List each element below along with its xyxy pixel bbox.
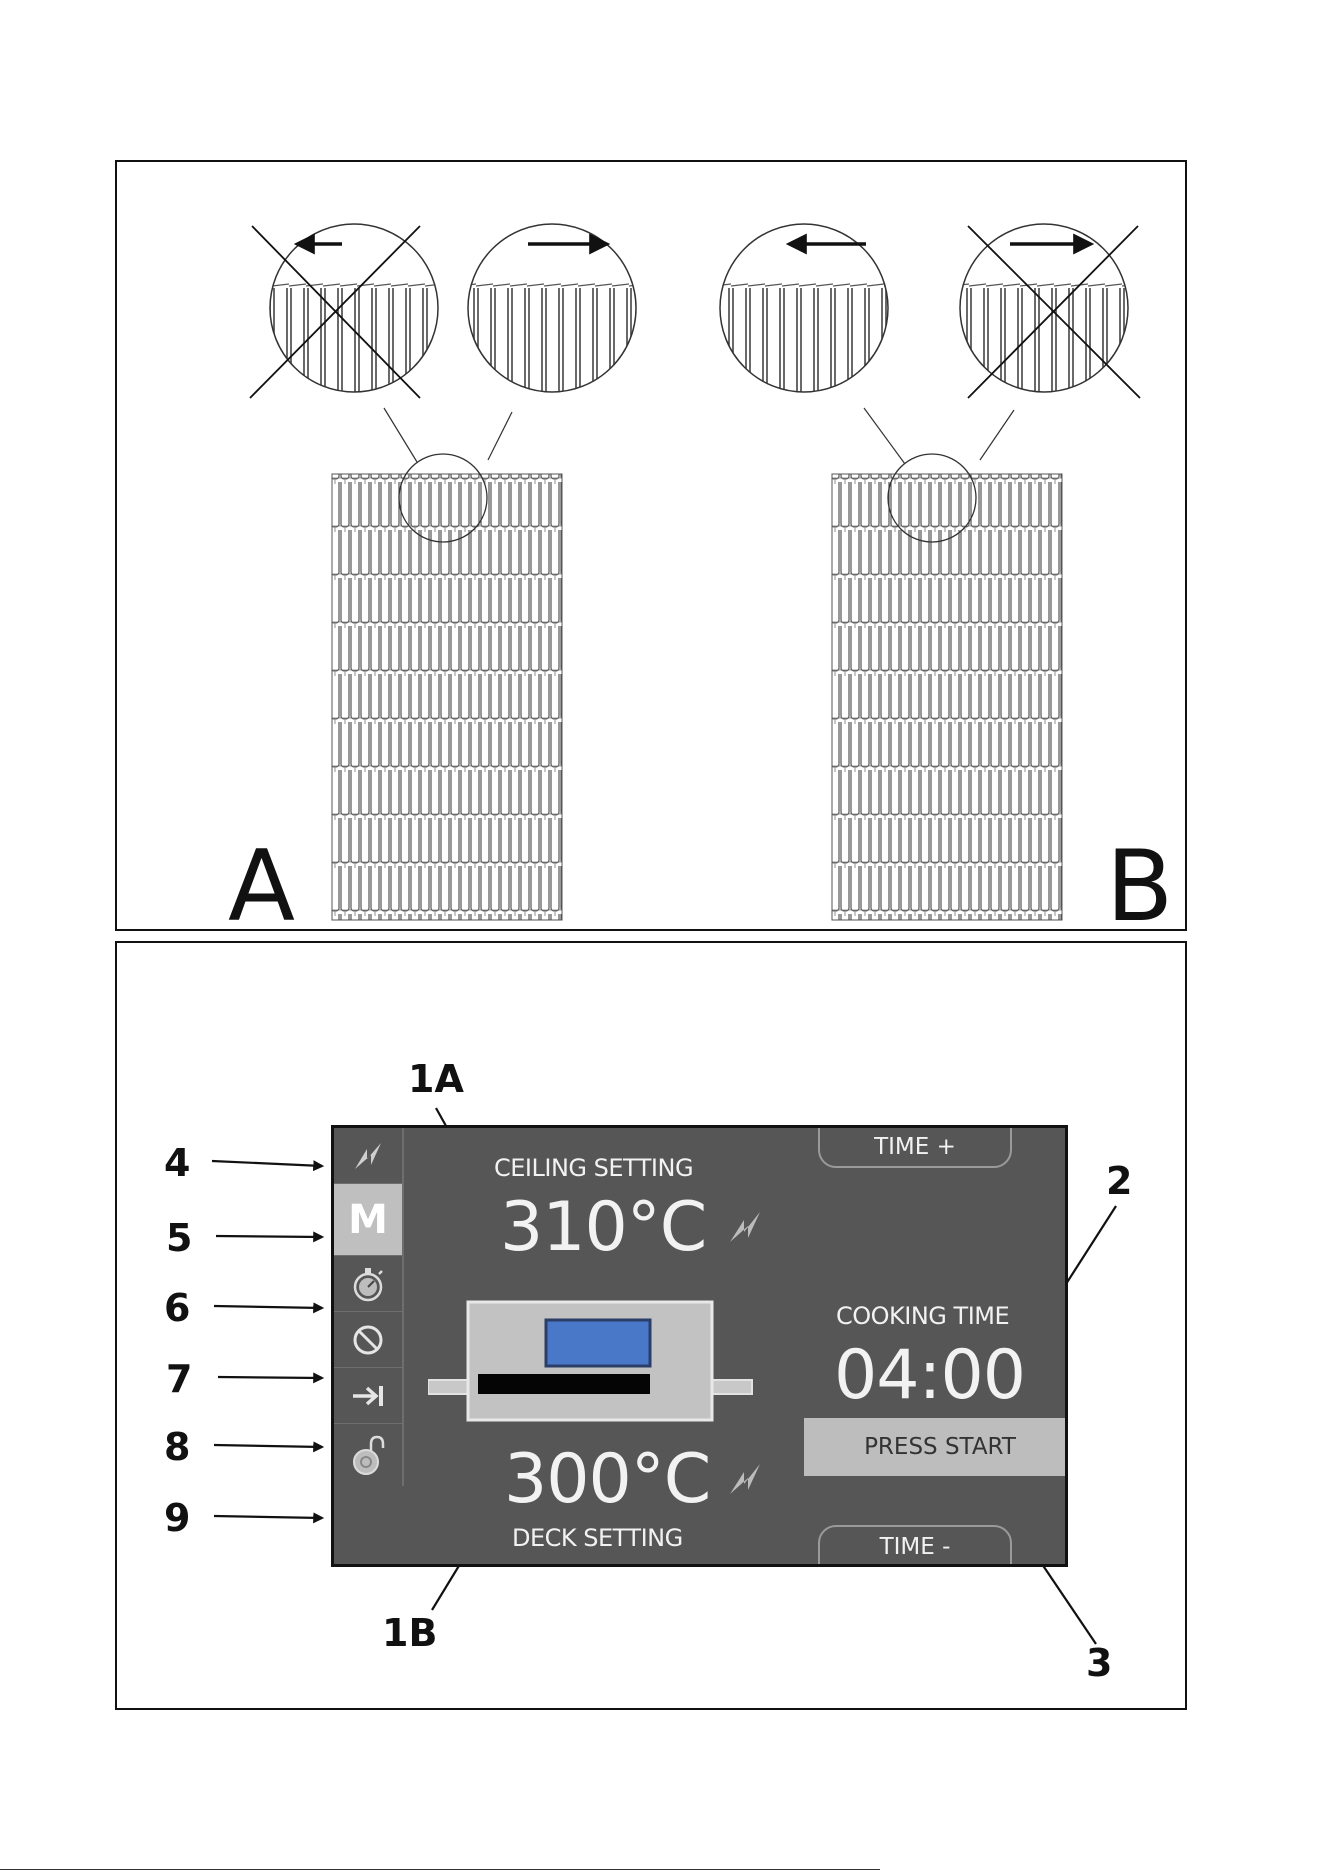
time-minus-label: TIME -	[879, 1534, 951, 1560]
sidebar-button-disable[interactable]	[334, 1312, 404, 1368]
ceiling-temperature[interactable]: 310°C	[500, 1188, 707, 1267]
time-minus-button[interactable]	[818, 1525, 1012, 1567]
callout-9: 9	[164, 1496, 191, 1540]
ceiling-heater-icon	[726, 1208, 766, 1248]
belt-a	[332, 408, 562, 920]
deck-temperature[interactable]: 300°C	[504, 1440, 711, 1519]
cooking-time-value[interactable]: 04:00	[834, 1336, 1025, 1415]
callout-2: 2	[1106, 1159, 1133, 1203]
callout-4: 4	[164, 1141, 191, 1185]
ceiling-setting-label: CEILING SETTING	[494, 1154, 694, 1182]
callout-1a: 1A	[408, 1057, 464, 1101]
sidebar-button-power-boost[interactable]	[334, 1128, 404, 1184]
stopwatch-icon	[350, 1265, 386, 1303]
callout-5: 5	[166, 1216, 193, 1260]
callout-3: 3	[1086, 1641, 1113, 1685]
lightning-icon	[351, 1139, 385, 1173]
zoom-circle-b-wrong	[960, 224, 1140, 430]
sidebar-button-lock[interactable]	[334, 1424, 404, 1486]
oven-control-screen	[331, 1125, 1068, 1567]
press-start-button[interactable]	[804, 1418, 1068, 1476]
padlock-icon	[349, 1434, 387, 1476]
callout-1b: 1B	[382, 1611, 438, 1655]
cooking-time-label: COOKING TIME	[836, 1302, 1010, 1330]
sidebar-button-skip[interactable]	[334, 1368, 404, 1424]
callout-7: 7	[166, 1357, 193, 1401]
callout-6: 6	[164, 1286, 191, 1330]
sidebar-button-timer[interactable]	[334, 1256, 404, 1312]
skip-icon	[349, 1381, 387, 1411]
label-b: B	[1106, 830, 1174, 944]
deck-setting-label: DECK SETTING	[512, 1524, 683, 1552]
belt-b	[832, 408, 1062, 920]
oven-chamber-illustration	[428, 1298, 788, 1428]
prohibited-icon	[351, 1323, 385, 1357]
label-a: A	[228, 830, 296, 944]
deck-heater-icon	[726, 1460, 766, 1500]
time-plus-label: TIME +	[874, 1134, 956, 1160]
press-start-label: PRESS START	[864, 1434, 1016, 1460]
zoom-circle-a-correct	[468, 224, 638, 430]
zoom-circle-b-correct	[720, 224, 890, 430]
footer-rule	[0, 1869, 880, 1870]
manual-mode-icon: M	[348, 1196, 388, 1243]
sidebar-button-manual-mode[interactable]	[334, 1184, 404, 1256]
zoom-circle-a-wrong	[250, 224, 440, 430]
time-plus-button[interactable]	[818, 1125, 1012, 1168]
callout-8: 8	[164, 1425, 191, 1469]
